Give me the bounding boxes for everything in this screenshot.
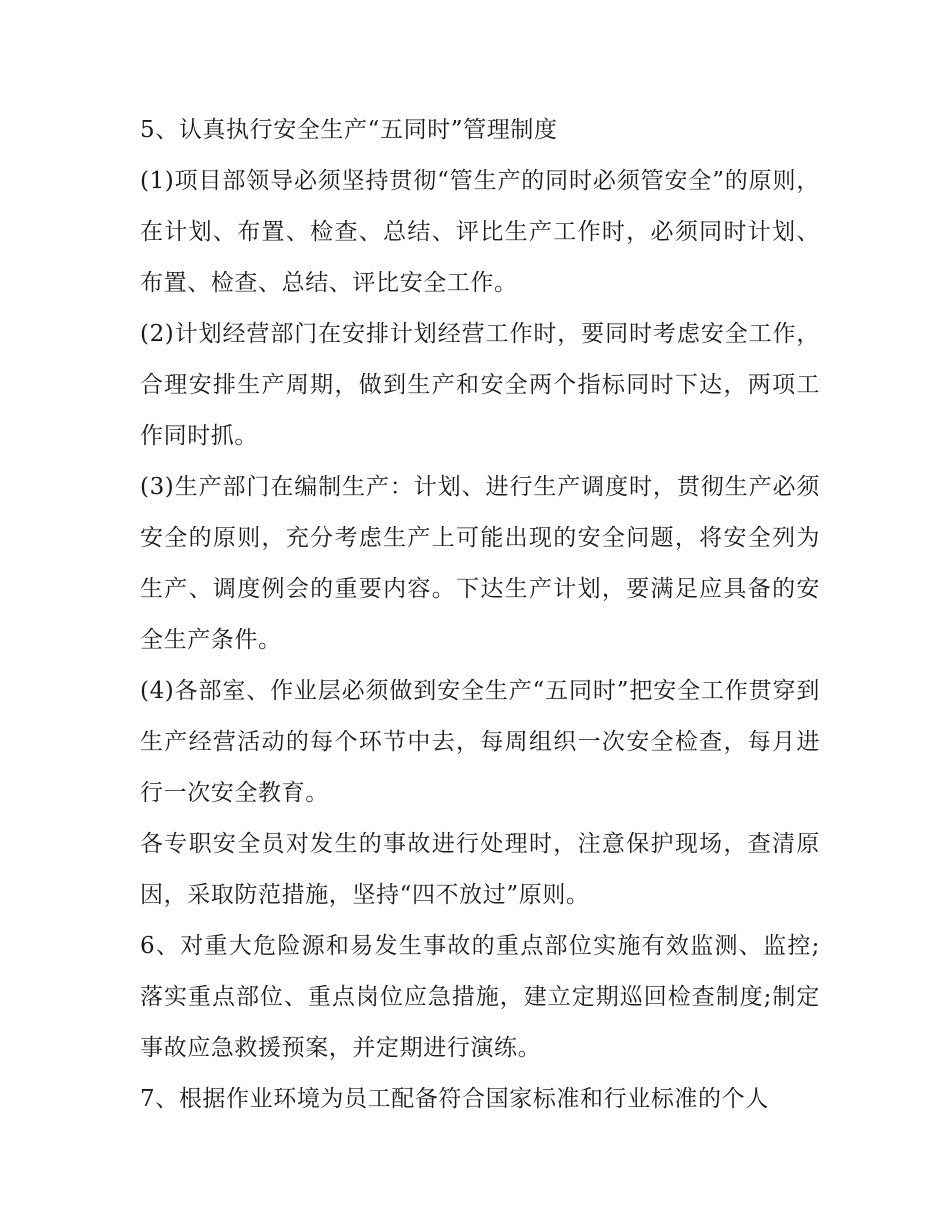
paragraph-sub-2: (2)计划经营部门在安排计划经营工作时，要同时考虑安全工作，合理安排生产周期，做到生产和安全两个指标同时下达，两项工作同时抓。 bbox=[140, 321, 820, 449]
paragraph-sub-3: (3)生产部门在编制生产：计划、进行生产调度时，贯彻生产必须安全的原则，充分考虑生产上可能出现的安全问题，将安全列为生产、调度例会的重要内容。下达生产计划，要满足应具备的安全生产条件。 bbox=[140, 474, 820, 653]
paragraph-sub-4: (4)各部室、作业层必须做到安全生产“五同时”把安全工作贯穿到生产经营活动的每个环节中去，每周组织一次安全检查，每月进行一次安全教育。 bbox=[140, 678, 820, 806]
paragraph-sub-1: (1)项目部领导必须坚持贯彻“管生产的同时必须管安全”的原则，在计划、布置、检查、总结、评比生产工作时，必须同时计划、布置、检查、总结、评比安全工作。 bbox=[140, 168, 820, 296]
paragraph-item-5-heading: 5、认真执行安全生产“五同时”管理制度 bbox=[140, 117, 558, 143]
paragraph-safety-officer: 各专职安全员对发生的事故进行处理时，注意保护现场，查清原因，采取防范措施，坚持“四不放过”原则。 bbox=[140, 831, 820, 908]
paragraph-item-6: 6、对重大危险源和易发生事故的重点部位实施有效监测、监控;落实重点部位、重点岗位应急措施，建立定期巡回检查制度;制定事故应急救援预案，并定期进行演练。 bbox=[140, 933, 820, 1061]
document-body bbox=[140, 105, 820, 1125]
paragraph-item-7: 7、根据作业环境为员工配备符合国家标准和行业标准的个人 bbox=[140, 1086, 769, 1112]
